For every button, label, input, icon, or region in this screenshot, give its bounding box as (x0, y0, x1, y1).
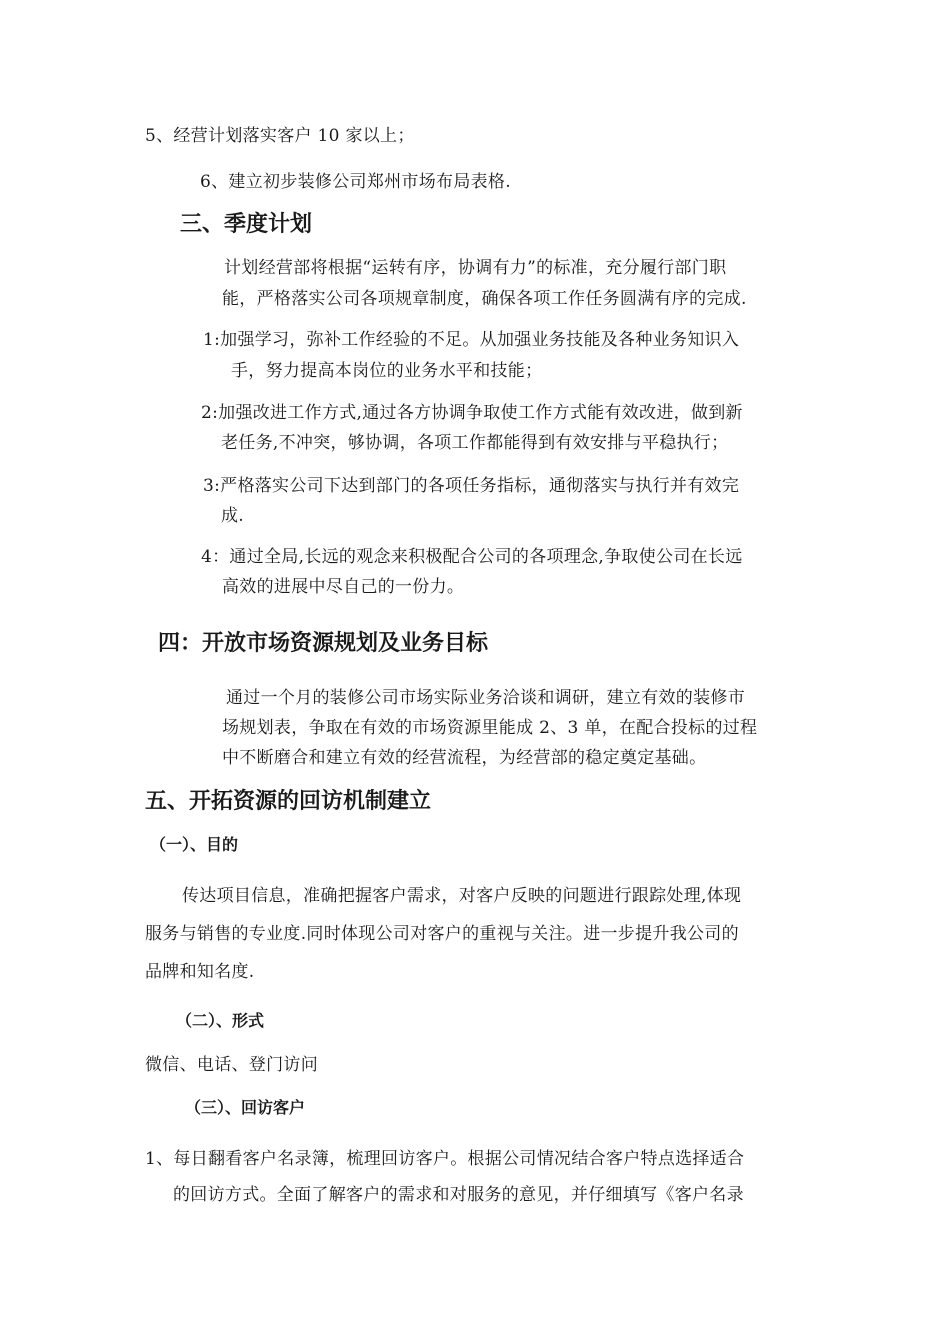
subsection-3-item-1-line-2: 的回访方式。全面了解客户的需求和对服务的意见，并仔细填写《客户名录 (173, 1185, 744, 1205)
subsection-1-body-line-1: 传达项目信息，准确把握客户需求，对客户反映的问题进行跟踪处理,体现 (182, 886, 742, 906)
section-4-body-line-1: 通过一个月的装修公司市场实际业务洽谈和调研，建立有效的装修市 (226, 688, 745, 708)
section-3-intro-line-1: 计划经营部将根据“运转有序，协调有力”的标准，充分履行部门职 (224, 258, 727, 278)
plan-point-3-line-2: 成. (221, 506, 245, 526)
section-5-heading: 五、开拓资源的回访机制建立 (145, 789, 432, 814)
subsection-3-item-1-line-1: 1、每日翻看客户名录簿，梳理回访客户。根据公司情况结合客户特点选择适合 (145, 1149, 745, 1169)
subsection-3-heading: （三）、回访客户 (185, 1098, 306, 1117)
plan-point-4-line-2: 高效的进展中尽自己的一份力。 (222, 577, 465, 597)
subsection-2-body: 微信、电话、登门访问 (145, 1055, 318, 1075)
list-item-6: 6、建立初步装修公司郑州市场布局表格. (200, 172, 511, 192)
plan-point-1-line-2: 手，努力提高本岗位的业务水平和技能； (231, 361, 543, 381)
plan-point-2-line-1: 2:加强改进工作方式,通过各方协调争取使工作方式能有效改进，做到新 (201, 403, 743, 423)
section-4-body-line-2: 场规划表，争取在有效的市场资源里能成 2、3 单，在配合投标的过程 (222, 718, 758, 738)
section-4-heading: 四：开放市场资源规划及业务目标 (158, 631, 489, 656)
subsection-1-heading: （一）、目的 (150, 835, 239, 854)
list-item-5: 5、经营计划落实客户 10 家以上； (145, 126, 415, 146)
plan-point-3-line-1: 3:严格落实公司下达到部门的各项任务指标，通彻落实与执行并有效完 (203, 476, 740, 496)
section-3-heading: 三、季度计划 (180, 212, 313, 237)
subsection-1-body-line-2: 服务与销售的专业度.同时体现公司对客户的重视与关注。进一步提升我公司的 (145, 924, 739, 944)
plan-point-1-line-1: 1:加强学习，弥补工作经验的不足。从加强业务技能及各种业务知识入 (203, 330, 740, 350)
subsection-2-heading: （二）、形式 (176, 1011, 265, 1030)
plan-point-2-line-2: 老任务,不冲突，够协调，各项工作都能得到有效安排与平稳执行； (221, 433, 729, 453)
subsection-1-body-line-3: 品牌和知名度. (145, 962, 255, 982)
section-4-body-line-3: 中不断磨合和建立有效的经营流程，为经营部的稳定奠定基础。 (222, 748, 707, 768)
section-3-intro-line-2: 能，严格落实公司各项规章制度，确保各项工作任务圆满有序的完成. (222, 289, 747, 309)
plan-point-4-line-1: 4：通过全局,长远的观念来积极配合公司的各项理念,争取使公司在长远 (201, 547, 743, 567)
